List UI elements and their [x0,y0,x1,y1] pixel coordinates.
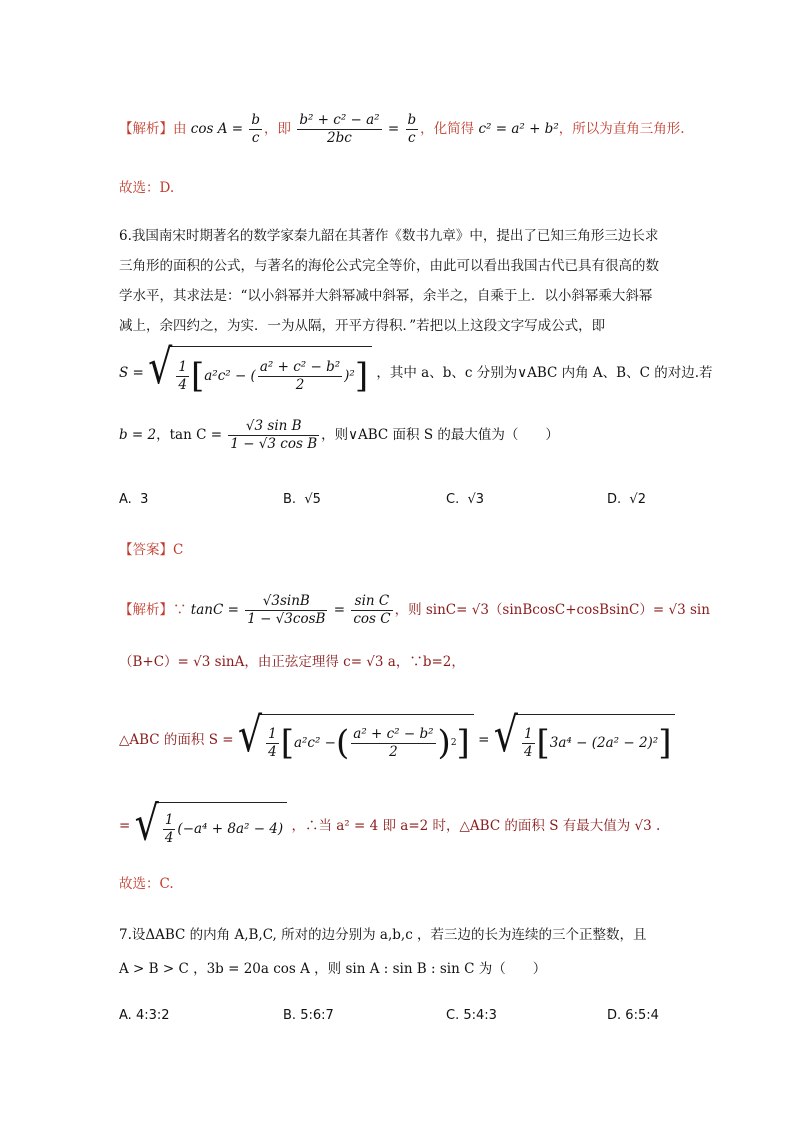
q6-solution-3: △ABC 的面积 S = √ $\frac{1}{4}$ [ a²c² − ( $\frac{\text{a² + c² − b²}}{2}$ ) 2 ] = √ $\frac{1}{4}$ [ 3a⁴ − (2a² − 2)² ] [119,714,675,767]
q7-option-a: A. 4:3:2 [119,1008,170,1023]
q5-solution: 【解析】由 cos A = $\frac{b}{c}$ ，即 $\frac{\text{b² + c² − a²}}{2bc}$ = $\frac{b}{c}$ ，化简得 c² = a² + b²，所以为直角三角形. [119,112,685,146]
q7-option-c: C. 5:4:3 [446,1008,497,1023]
q6-line-4: 减上，余四约之，为实．一为从隔，开平方得积．”若把以上这段文字写成公式，即 [119,318,606,334]
q6-option-d: D. √2 [607,492,646,507]
q5-answer: 故选：D. [119,180,175,196]
q6-option-b: B. √5 [283,492,321,507]
q6-solution-4: = √ $\frac{1}{4}$ (−a⁴ + 8a² − 4) ，∴当 a² = 4 即 a=2 时，△ABC 的面积 S 有最大值为 √3 . [119,795,661,851]
q6-option-a: A. 3 [119,492,149,507]
q6-answer-tag: 【答案】C [119,542,184,558]
q6-line-1: 6.我国南宋时期著名的数学家秦九韶在其著作《数书九章》中，提出了已知三角形三边长求 [119,228,659,244]
q6-line-2: 三角形的面积的公式，与著名的海伦公式完全等价，由此可以看出我国古代已具有很高的数 [119,258,659,274]
q7-option-b: B. 5:6:7 [283,1008,334,1023]
fraction-cosine-law: $\frac{\text{b² + c² − a²}}{2bc}$ [299,112,380,146]
q6-formula: S = √ $\frac{1}{4}$ [ a²c² − ( $\frac{\text{a² + c² − b²}}{2}$ )² ] ，其中 a、b、c 分别为∨ABC 内角 A、B、C 的对边.若 [119,346,713,401]
q7-line-1: 7.设ΔABC 的内角 A,B,C, 所对的边分别为 a,b,c ，若三边的长为连续的三个正整数，且 [119,927,647,943]
fraction-b-over-c-2: $\frac{b}{c}$ [407,112,417,146]
solution-tag: 【解析】 [119,121,173,137]
q6-condition: b = 2，tan C = $\frac{\text{√3 sin B}}{\text{1 − √3 cos B}}$ ，则∨ABC 面积 S 的最大值为（ ） [119,418,559,452]
fraction-tanC: $\frac{\text{√3 sin B}}{\text{1 − √3 cos B}}$ [230,418,318,452]
q6-solution-2: （B+C）= √3 sinA，由正弦定理得 c= √3 a，∵b=2， [119,654,465,670]
q6-line-3: 学水平，其求法是：“以小斜幂并大斜幂减中斜幂，余半之，自乘于上．以小斜幂乘大斜幂 [119,288,653,304]
q7-option-d: D. 6:5:4 [607,1008,659,1023]
q6-choice: 故选：C. [119,876,174,892]
sqrt-formula: √ $\frac{1}{4}$ [ a²c² − ( $\frac{\text{a² + c² − b²}}{2}$ )² ] [148,346,372,401]
q6-solution-1: 【解析】∵ tanC = $\frac{√3\sin B}{1 - √3\cos B}$ = $\frac{\text{sin C}}{\text{cos C}}$ ，则 sinC= √3（sinBcosC+cosBsinC）= √3 sin [119,593,710,627]
q7-line-2: A > B > C ，3b = 20a cos A ，则 sin A : sin B : sin C 为（ ） [119,961,547,977]
q6-option-c: C. √3 [446,492,485,507]
fraction-b-over-c: $\frac{b}{c}$ [251,112,261,146]
